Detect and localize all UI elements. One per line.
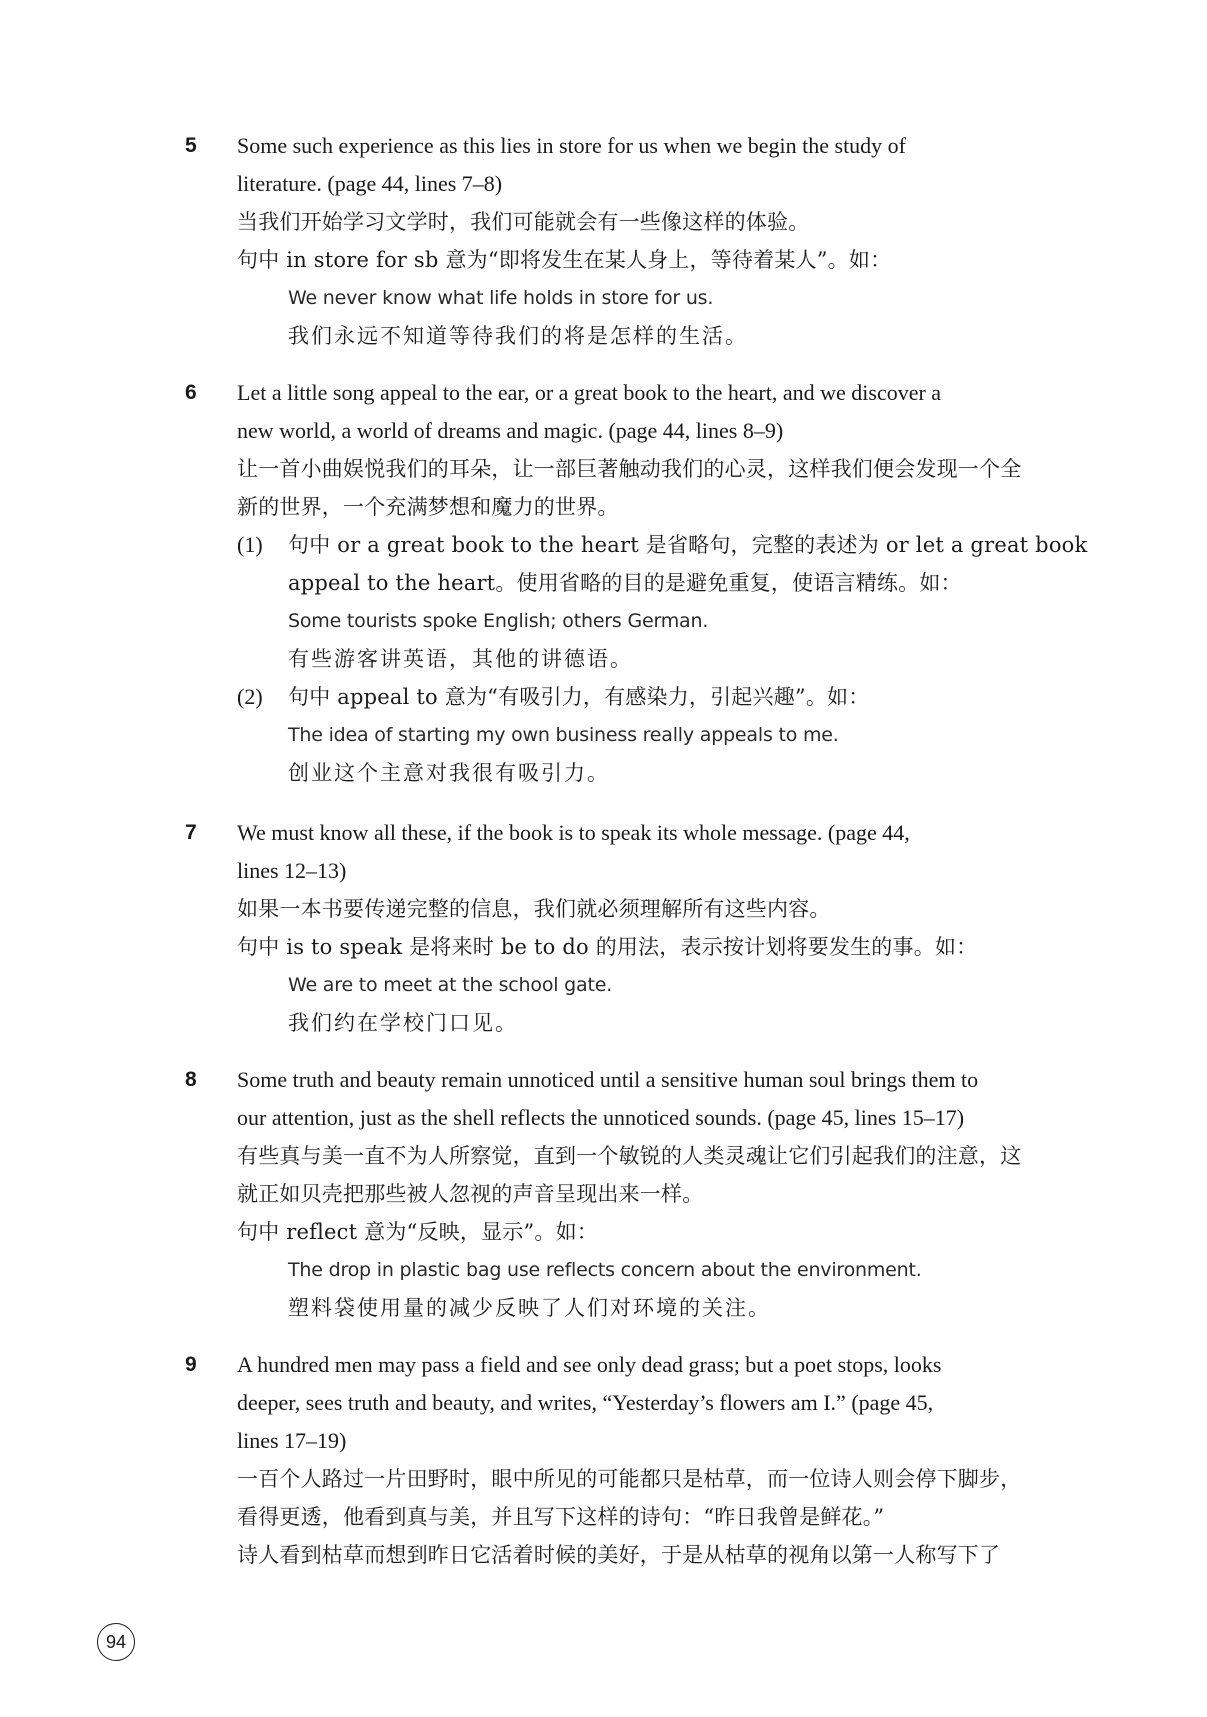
sub-point-2 bbox=[237, 678, 1045, 792]
note-item-6 bbox=[185, 374, 1088, 792]
source-sentence-line: Let a little song appeal to the ear, or a great book to the heart, and we discover a bbox=[237, 380, 942, 405]
translation-line: 看得更透，他看到真与美，并且写下这样的诗句：“昨日我曾是鲜花。” bbox=[237, 1505, 885, 1529]
item-body bbox=[237, 127, 1045, 355]
source-sentence-line: new world, a world of dreams and magic. (page 44, lines 8–9) bbox=[237, 418, 784, 443]
example-chinese: 有些游客讲英语，其他的讲德语。 bbox=[288, 647, 633, 671]
page-number: 94 bbox=[97, 1623, 135, 1661]
source-sentence-line: deeper, sees truth and beauty, and writes, “Yesterday’s flowers am I.” (page 45, bbox=[237, 1390, 934, 1415]
note-item-5 bbox=[185, 127, 1045, 355]
example-english: The idea of starting my own business really appeals to me. bbox=[288, 724, 839, 746]
source-sentence-line: lines 17–19) bbox=[237, 1428, 347, 1453]
example-chinese: 我们约在学校门口见。 bbox=[288, 1011, 518, 1035]
sub-point-body bbox=[288, 678, 1045, 792]
item-body bbox=[237, 814, 1045, 1042]
explanation-line: appeal to the heart。使用省略的目的是避免重复，使语言精练。如： bbox=[288, 571, 962, 595]
translation-line: 当我们开始学习文学时，我们可能就会有一些像这样的体验。 bbox=[237, 210, 810, 234]
item-number: 8 bbox=[185, 1068, 197, 1091]
explanation-line: 句中 reflect 意为“反映，显示”。如： bbox=[237, 1220, 599, 1244]
translation-line: 诗人看到枯草而想到昨日它活着时候的美好，于是从枯草的视角以第一人称写下了 bbox=[237, 1543, 1001, 1567]
source-sentence-line: our attention, just as the shell reflects the unnoticed sounds. (page 45, lines 15–17) bbox=[237, 1105, 965, 1130]
source-sentence-line: A hundred men may pass a field and see only dead grass; but a poet stops, looks bbox=[237, 1352, 942, 1377]
sub-point-label: (1) bbox=[237, 532, 263, 557]
example-english: The drop in plastic bag use reflects concern about the environment. bbox=[288, 1259, 922, 1281]
explanation-line: 句中 is to speak 是将来时 be to do 的用法，表示按计划将要发生的事。如： bbox=[237, 935, 978, 959]
note-item-9 bbox=[185, 1346, 1045, 1574]
source-sentence-line: literature. (page 44, lines 7–8) bbox=[237, 171, 503, 196]
sub-point-body bbox=[288, 526, 1088, 678]
example-block bbox=[288, 279, 1045, 355]
source-sentence-line: Some such experience as this lies in store for us when we begin the study of bbox=[237, 133, 907, 158]
translation-line: 让一首小曲娱悦我们的耳朵，让一部巨著触动我们的心灵，这样我们便会发现一个全 bbox=[237, 457, 1022, 481]
translation-line: 一百个人路过一片田野时，眼中所见的可能都只是枯草，而一位诗人则会停下脚步， bbox=[237, 1467, 1022, 1491]
translation-line: 新的世界，一个充满梦想和魔力的世界。 bbox=[237, 495, 619, 519]
explanation-line: 句中 or a great book to the heart 是省略句，完整的表述为 or let a great book bbox=[288, 533, 1088, 557]
item-number: 7 bbox=[185, 821, 197, 844]
sub-point-1 bbox=[237, 526, 1088, 678]
example-block bbox=[288, 966, 1045, 1042]
item-number: 9 bbox=[185, 1353, 197, 1376]
translation-line: 有些真与美一直不为人所察觉，直到一个敏锐的人类灵魂让它们引起我们的注意，这 bbox=[237, 1144, 1022, 1168]
sub-point-label: (2) bbox=[237, 684, 263, 709]
example-block bbox=[288, 1251, 1045, 1327]
source-sentence-line: We must know all these, if the book is to speak its whole message. (page 44, bbox=[237, 820, 910, 845]
source-sentence-line: lines 12–13) bbox=[237, 858, 347, 883]
item-body bbox=[237, 1346, 1045, 1574]
example-english: Some tourists spoke English; others German. bbox=[288, 610, 709, 632]
example-chinese: 创业这个主意对我很有吸引力。 bbox=[288, 761, 610, 785]
example-english: We never know what life holds in store for us. bbox=[288, 287, 714, 309]
note-item-7 bbox=[185, 814, 1045, 1042]
example-chinese: 塑料袋使用量的减少反映了人们对环境的关注。 bbox=[288, 1296, 771, 1320]
example-english: We are to meet at the school gate. bbox=[288, 974, 613, 996]
translation-line: 如果一本书要传递完整的信息，我们就必须理解所有这些内容。 bbox=[237, 897, 831, 921]
item-body bbox=[237, 374, 1088, 792]
note-item-8 bbox=[185, 1061, 1045, 1327]
item-number: 5 bbox=[185, 134, 197, 157]
source-sentence-line: Some truth and beauty remain unnoticed until a sensitive human soul brings them to bbox=[237, 1067, 979, 1092]
example-chinese: 我们永远不知道等待我们的将是怎样的生活。 bbox=[288, 324, 748, 348]
translation-line: 就正如贝壳把那些被人忽视的声音呈现出来一样。 bbox=[237, 1182, 704, 1206]
item-number: 6 bbox=[185, 381, 197, 404]
explanation-line: 句中 appeal to 意为“有吸引力，有感染力，引起兴趣”。如： bbox=[288, 685, 870, 709]
item-body bbox=[237, 1061, 1045, 1327]
explanation-line: 句中 in store for sb 意为“即将发生在某人身上，等待着某人”。如： bbox=[237, 248, 892, 272]
